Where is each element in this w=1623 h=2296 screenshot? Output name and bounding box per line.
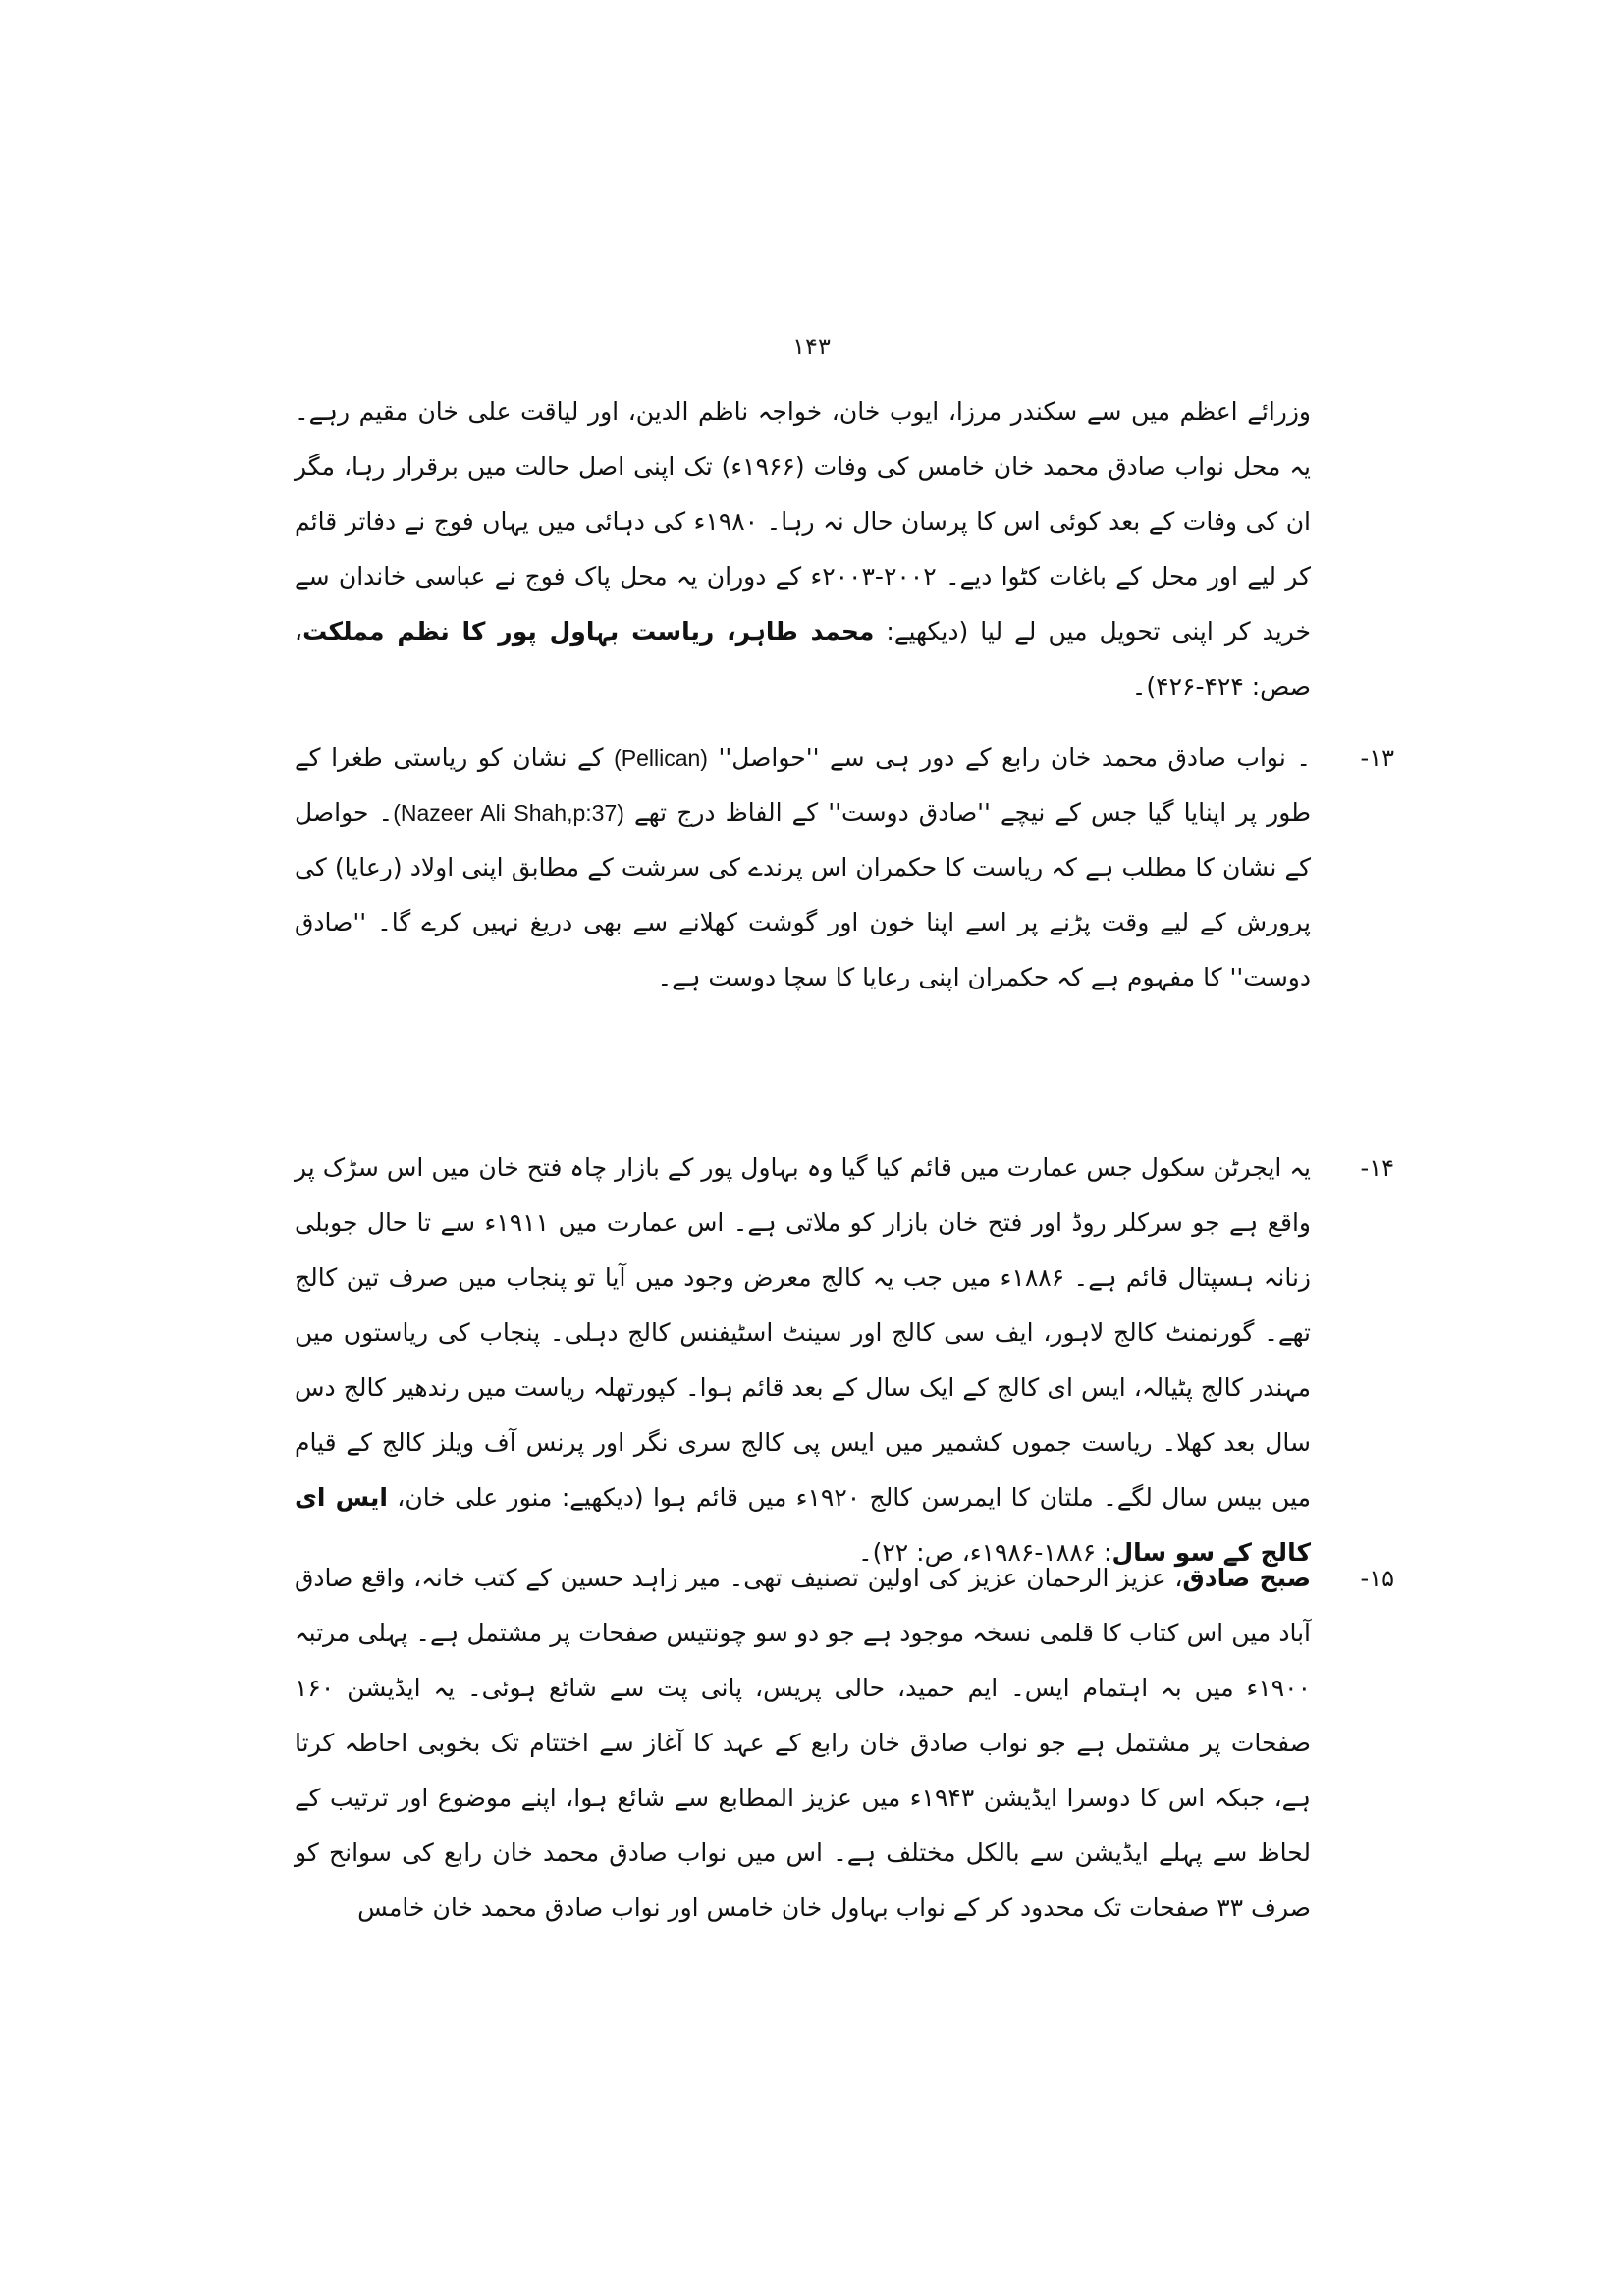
book-title: صبح صادق — [1182, 1564, 1312, 1592]
latin-term: (Pellican) — [614, 745, 708, 771]
footnote-number: ۱۴- — [1360, 1154, 1394, 1182]
footnote-number: ۱۳- — [1360, 744, 1394, 772]
footnote-text: : ۱۸۸۶-۱۹۸۶ء، ص: ۲۲)۔ — [857, 1538, 1112, 1567]
book-title: ایس ای کالج کے سو سال — [295, 1483, 1311, 1567]
footnote-15 — [295, 1551, 1394, 1936]
footnote-text: ۔ حواصل کے نشان کا مطلب ہے کہ ریاست کا حکمران اس پرندے کی سرشت کے مطابق اپنی اولاد (رعایا) کی پرورش کے لیے وقت پڑنے پر اسے اپنا خون اور گوشت کھلانے سے بھی دریغ نہیں کرے گا۔ ''صادق دوست'' کا مفہوم ہے کہ حکمران اپنی رعایا کا سچا دوست ہے۔ — [295, 798, 1311, 991]
intro-text: وزرائے اعظم میں سے سکندر مرزا، ایوب خان، خواجہ ناظم الدین، اور لیاقت علی خان مقیم رہے۔ یہ محل نواب صادق محمد خان خامس کی وفات (۱۹۶۶ء) تک اپنی اصل حالت میں برقرار رہا، مگر ان کی وفات کے بعد کوئی اس کا پرسان حال نہ رہا۔ ۱۹۸۰ء کی دہائی میں یہاں فوج نے دفاتر قائم کر لیے اور محل کے باغات کٹوا دیے۔ ۲۰۰۲-۲۰۰۳ء کے دوران یہ محل پاک فوج نے عباسی خاندان سے خرید کر اپنی تحویل میں لے لیا (دیکھیے: — [295, 398, 1312, 646]
footnote-text: یہ ایجرٹن سکول جس عمارت میں قائم کیا گیا وہ بہاول پور کے بازار چاہ فتح خان میں اس سڑک پر واقع ہے جو سرکلر روڈ اور فتح خان بازار کو ملاتی ہے۔ اس عمارت میں ۱۹۱۱ء سے تا حال جوبلی زنانہ ہسپتال قائم ہے۔ ۱۸۸۶ء میں جب یہ کالج معرض وجود میں آیا تو پنجاب میں صرف تین کالج تھے۔ گورنمنٹ کالج لاہور، ایف سی کالج اور سینٹ اسٹیفنس کالج دہلی۔ پنجاب کی ریاستوں میں مہندر کالج پٹیالہ، ایس ای کالج کے ایک سال کے بعد قائم ہوا۔ کپورتھلہ ریاست میں رندھیر کالج دس سال بعد کھلا۔ ریاست جموں کشمیر میں ایس پی کالج سری نگر اور پرنس آف ویلز کالج کے قیام میں بیس سال لگے۔ ملتان کا ایمرسن کالج ۱۹۲۰ء میں قائم ہوا (دیکھیے: منور علی خان، — [295, 1153, 1311, 1512]
footnote-text: ۔ نواب صادق محمد خان رابع کے دور ہی سے ''حواصل'' — [707, 743, 1311, 772]
intro-ref-author: محمد طاہر، — [714, 617, 875, 646]
footnote-text: ، عزیز الرحمان عزیز کی اولین تصنیف تھی۔ میر زاہد حسین کے کتب خانہ، واقع صادق آباد میں اس کتاب کا قلمی نسخہ موجود ہے جو دو سو چونتیس صفحات پر مشتمل ہے۔ پہلی مرتبہ ۱۹۰۰ء میں بہ اہتمام ایس۔ ایم حمید، حالی پریس، پانی پت سے شائع ہوئی۔ یہ ایڈیشن ۱۶۰ صفحات پر مشتمل ہے جو نواب صادق خان رابع کے عہد کا آغاز سے اختتام تک بخوبی احاطہ کرتا ہے، جبکہ اس کا دوسرا ایڈیشن ۱۹۴۳ء میں عزیز المطابع سے شائع ہوا، اپنے موضوع اور ترتیب کے لحاظ سے پہلے ایڈیشن سے بالکل مختلف ہے۔ اس میں نواب صادق محمد خان رابع کی سوانح کو صرف ۳۳ صفحات تک محدود کر کے نواب بہاول خان خامس اور نواب صادق محمد خان خامس — [295, 1564, 1311, 1922]
page-number: ۱۴۳ — [792, 333, 831, 360]
footnote-body — [295, 1551, 1311, 1936]
footnote-body — [295, 1141, 1311, 1580]
latin-citation: (Nazeer Ali Shah,p:37) — [393, 800, 624, 826]
intro-ref-pages: ، صص: ۴۲۴-۴۲۶)۔ — [295, 617, 1311, 701]
footnote-body — [295, 730, 1311, 1005]
intro-ref-title: ریاست بہاول پور کا نظم مملکت — [302, 617, 715, 646]
intro-paragraph — [295, 385, 1311, 715]
footnote-13 — [295, 730, 1394, 1005]
footnote-number: ۱۵- — [1360, 1565, 1394, 1592]
footnote-text: کے نشان کو ریاستی طغرا کے طور پر اپنایا گیا جس کے نیچے ''صادق دوست'' کے الفاظ درج تھے — [295, 743, 1312, 827]
